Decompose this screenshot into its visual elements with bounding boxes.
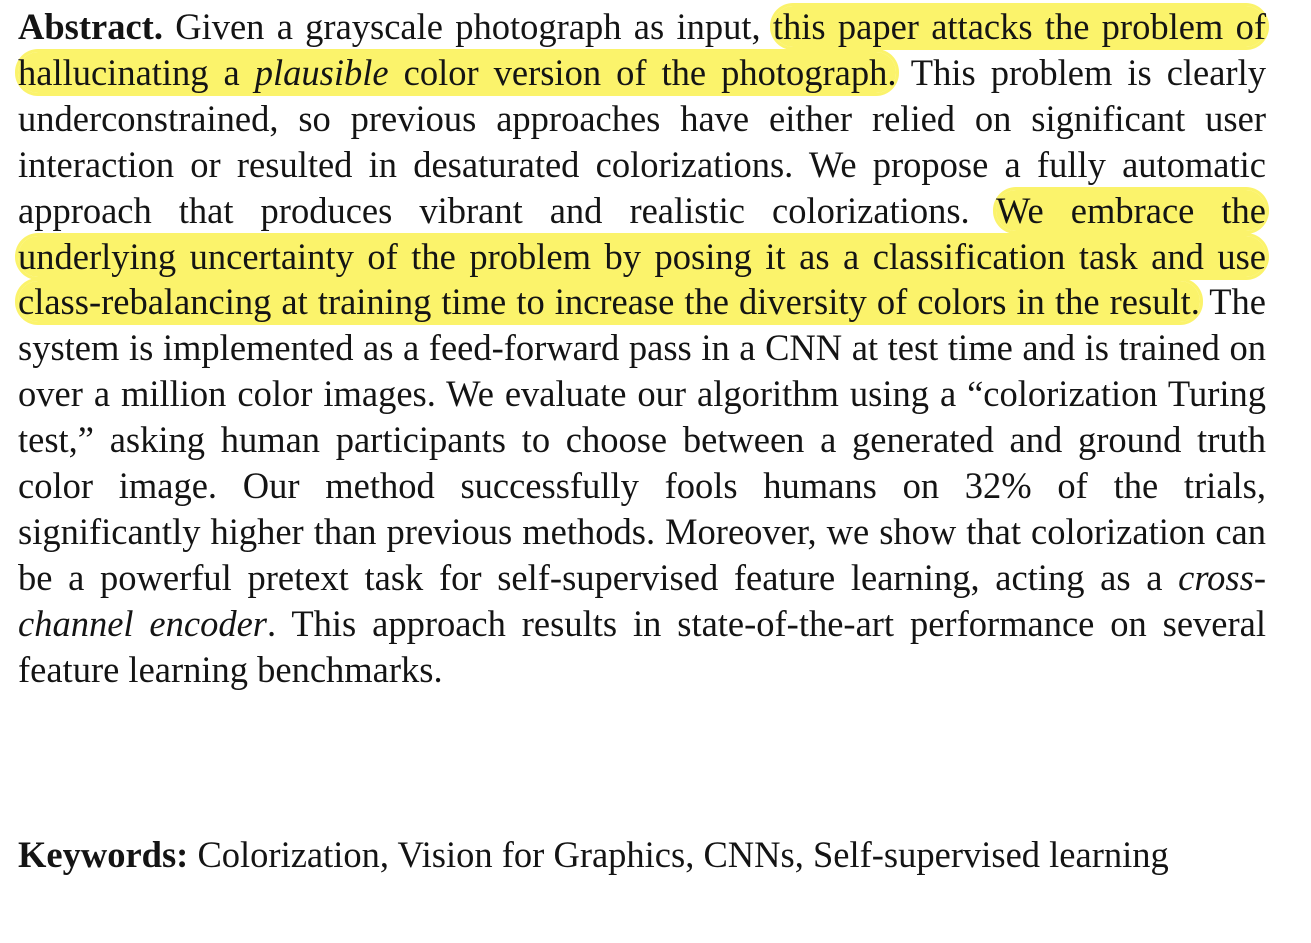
keywords-text: Colorization, Vision for Graphics, CNNs, Self-supervised learning <box>188 834 1169 875</box>
abstract-label: Abstract. <box>18 6 163 47</box>
emphasis-cross-channel-encoder: cross-channel encoder <box>18 556 1266 644</box>
keywords-label: Keywords: <box>18 834 189 875</box>
highlight-1-text-end: color version of the photograph. <box>388 51 897 93</box>
highlight-2: We embrace the underlying uncertainty of the problem by posing it as a classification task and use class-rebalancing at training time to increase the diversity of colors in the result. <box>18 189 1266 323</box>
abstract-text: . This approach results in state-of-the-art performance on several feature learning benchmarks. <box>18 602 1266 690</box>
keywords-paragraph <box>18 832 1266 878</box>
abstract-paragraph <box>18 4 1266 693</box>
abstract-text: This problem is clearly underconstrained, so previous approaches have either relied on significant user interaction or resulted in desaturated colorizations. We propose a fully automatic approach that produces vibrant and realistic colorizations. <box>18 51 1266 231</box>
emphasis-plausible: plausible <box>254 51 389 93</box>
abstract-text: Given a grayscale photograph as input, <box>162 6 773 47</box>
highlight-1-text: this paper attacks the problem of hallucinating a <box>18 6 1266 93</box>
abstract-text: The system is implemented as a feed-forward pass in a CNN at test time and is trained on over a million color images. We evaluate our algorithm using a “colorization Turing test,” asking human participants to choose between a generated and ground truth color image. Our method successfully fools humans on 32% of the trials, significantly higher than previous methods. Moreover, we show that colorization can be a powerful pretext task for self-supervised feature learning, acting as a <box>18 281 1267 598</box>
